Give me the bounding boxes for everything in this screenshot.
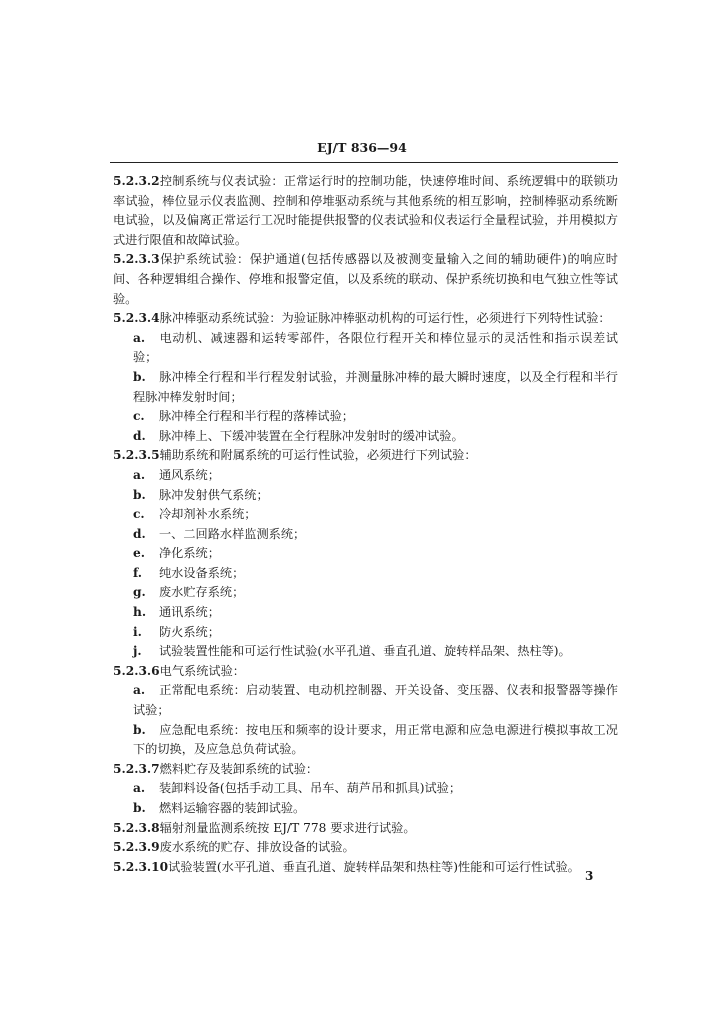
list-text: 应急配电系统：按电压和频率的设计要求，用正常电源和应急电源进行模拟事故工况下的切换，及应急总负荷试验。 [133, 722, 618, 757]
clause-text: 辅助系统和附属系统的可运行性试验，必须进行下列试验： [159, 448, 477, 463]
clause-number: 5.2.3.7 [113, 761, 160, 776]
clause-number: 5.2.3.3 [113, 252, 160, 267]
list-label: f. [133, 565, 143, 580]
clause-5-2-3-3 [113, 250, 618, 309]
clause-number: 5.2.3.2 [113, 174, 160, 188]
list-item [113, 486, 618, 506]
list-item [113, 466, 618, 486]
page-number: 3 [585, 869, 594, 883]
clause-text: 控制系统与仪表试验：正常运行时的控制功能，快速停堆时间、系统逻辑中的联锁功率试验，棒位显示仪表监测、控制和停堆驱动系统与其他系统的相互影响，控制棒驱动系统断电试验，以及偏离正常运行工况时能提供报警的仪表试验和仪表运行全量程试验，并用模拟方式进行限值和故障试验。 [113, 174, 618, 247]
list-item [113, 427, 618, 447]
list-text: 脉冲棒全行程和半行程的落棒试验； [159, 409, 354, 424]
clause-5-2-3-9 [113, 838, 618, 858]
clause-text: 辐射剂量监测系统按 EJ/T 778 要求进行试验。 [159, 820, 416, 835]
list-label: c. [133, 507, 145, 522]
clause-number: 5.2.3.5 [113, 448, 160, 463]
list-item [113, 525, 618, 545]
list-label: b. [133, 487, 146, 502]
clause-number: 5.2.3.6 [113, 663, 160, 678]
list-text: 一、二回路水样监测系统； [159, 526, 306, 541]
list-item [113, 779, 618, 799]
clause-5-2-3-7 [113, 760, 618, 780]
list-item [113, 564, 618, 584]
clause-number: 5.2.3.10 [113, 859, 169, 874]
list-item [113, 407, 618, 427]
document-body [113, 172, 618, 877]
list-text: 正常配电系统：启动装置、电动机控制器、开关设备、变压器、仪表和报警器等操作试验； [133, 683, 618, 718]
list-label: c. [133, 409, 145, 424]
page-header-doc-code: EJ/T 836—94 [317, 140, 407, 155]
list-label: b. [133, 369, 146, 384]
clause-text: 燃料贮存及装卸系统的试验： [159, 761, 319, 776]
clause-text: 电气系统试验： [159, 663, 245, 678]
list-text: 通讯系统； [159, 605, 220, 620]
header-rule [110, 162, 618, 163]
list-item [113, 544, 618, 564]
list-item [113, 681, 618, 720]
list-item [113, 505, 618, 525]
list-text: 防火系统； [159, 624, 220, 639]
clause-5-2-3-2 [113, 172, 618, 250]
list-text: 脉冲发射供气系统； [159, 487, 269, 502]
list-item [113, 368, 618, 407]
list-label: d. [133, 428, 146, 443]
list-text: 净化系统； [159, 546, 220, 561]
clause-5-2-3-10 [113, 858, 618, 878]
list-text: 脉冲棒上、下缓冲装置在全行程脉冲发射时的缓冲试验。 [159, 428, 464, 443]
clause-text: 废水系统的贮存、排放设备的试验。 [159, 840, 355, 855]
list-text: 通风系统； [159, 467, 220, 482]
list-label: b. [133, 722, 146, 737]
list-label: j. [133, 644, 142, 659]
clause-text: 试验装置(水平孔道、垂直孔道、旋转样品架和热柱等)性能和可运行性试验。 [168, 859, 580, 874]
clause-5-2-3-5 [113, 446, 618, 466]
list-label: d. [133, 526, 146, 541]
list-text: 冷却剂补水系统； [159, 507, 257, 522]
list-text: 装卸料设备(包括手动工具、吊车、葫芦吊和抓具)试验； [159, 781, 462, 796]
list-text: 电动机、减速器和运转零部件，各限位行程开关和棒位显示的灵活性和指示误差试验； [133, 330, 618, 365]
list-text: 纯水设备系统； [159, 565, 245, 580]
list-text: 试验装置性能和可运行性试验(水平孔道、垂直孔道、旋转样品架、热柱等)。 [159, 644, 571, 659]
list-item [113, 799, 618, 819]
list-label: h. [133, 605, 147, 620]
clause-number: 5.2.3.4 [113, 311, 160, 326]
list-label: a. [133, 467, 146, 482]
list-label: i. [133, 624, 142, 639]
clause-number: 5.2.3.9 [113, 840, 160, 855]
clause-text: 保护系统试验：保护通道(包括传感器以及被测变量输入之间的辅助硬件)的响应时间、各种逻辑组合操作、停堆和报警定值，以及系统的联动、保护系统切换和电气独立性等试验。 [113, 252, 618, 306]
list-label: a. [133, 781, 146, 796]
clause-number: 5.2.3.8 [113, 820, 160, 835]
list-item [113, 329, 618, 368]
list-item [113, 721, 618, 760]
list-item [113, 603, 618, 623]
list-text: 废水贮存系统； [159, 585, 245, 600]
list-text: 脉冲棒全行程和半行程发射试验，并测量脉冲棒的最大瞬时速度，以及全行程和半行程脉冲棒发射时间； [133, 369, 618, 404]
list-text: 燃料运输容器的装卸试验。 [159, 801, 306, 815]
list-item [113, 642, 618, 662]
list-item [113, 623, 618, 643]
list-label: a. [133, 330, 146, 345]
list-label: g. [133, 585, 146, 600]
list-label: b. [133, 801, 146, 815]
list-label: e. [133, 546, 145, 561]
clause-5-2-3-4 [113, 309, 618, 329]
list-label: a. [133, 683, 146, 698]
clause-text: 脉冲棒驱动系统试验：为验证脉冲棒驱动机构的可运行性，必须进行下列特性试验： [159, 311, 611, 326]
clause-5-2-3-6 [113, 662, 618, 682]
clause-5-2-3-8 [113, 819, 618, 839]
list-item [113, 583, 618, 603]
